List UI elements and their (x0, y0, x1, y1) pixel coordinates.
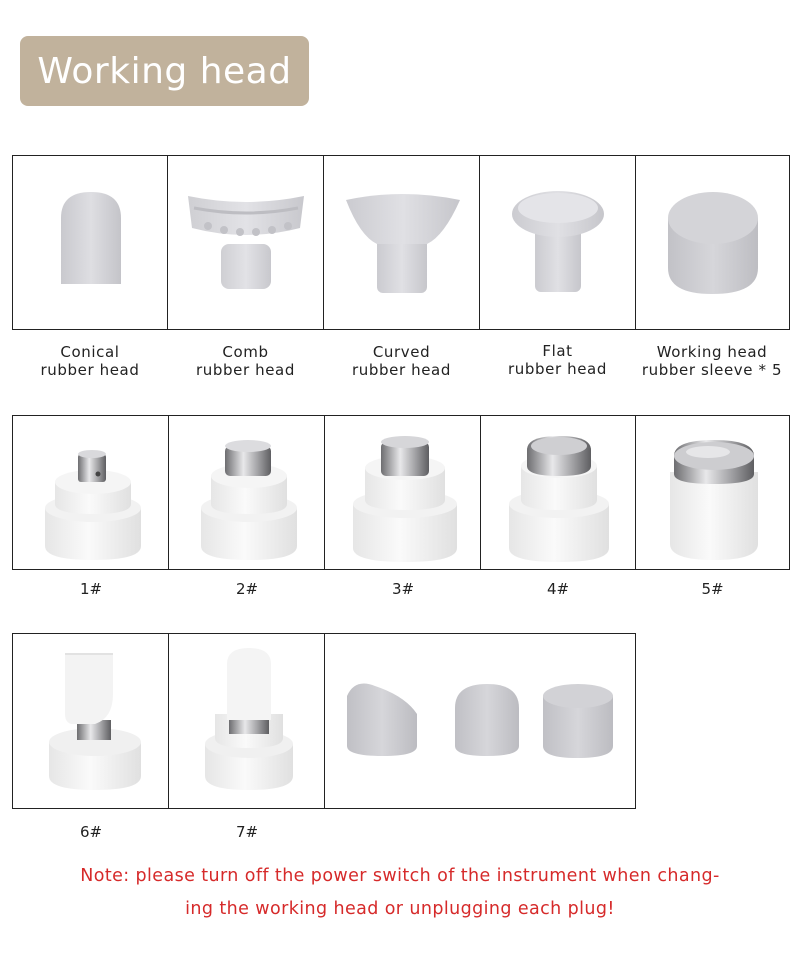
head-4-label: 4# (546, 580, 570, 598)
curved-rubber-head-cell (323, 155, 480, 330)
comb-rubber-head-cell (167, 155, 324, 330)
curved-rubber-head-icon (324, 156, 481, 331)
sleeve-set-cell (324, 633, 636, 809)
head-5-label: 5# (701, 580, 724, 598)
warning-note-line-1: Note: please turn off the power switch of the instrument when chang- (80, 866, 720, 886)
head-3-label: 3# (391, 580, 415, 598)
rubber-sleeve-cell (635, 155, 790, 330)
conical-rubber-head-label: Conical rubber head (40, 343, 140, 379)
head-1-label: 1# (79, 580, 103, 598)
conical-rubber-head-icon (13, 156, 169, 331)
rubber-sleeve-set-icon (325, 634, 637, 810)
warning-note (0, 860, 800, 926)
conical-rubber-head-cell (12, 155, 168, 330)
head-2-label: 2# (235, 580, 259, 598)
head-6-cell (12, 633, 170, 809)
rubber-sleeve-icon (636, 156, 791, 331)
flat-rubber-head-cell (479, 155, 636, 330)
head-4-cell (480, 415, 636, 570)
metal-head-4-icon (481, 416, 637, 571)
flat-rubber-head-label: Flat rubber head (508, 342, 607, 378)
curved-rubber-head-label: Curved rubber head (352, 343, 451, 379)
metal-head-2-icon (169, 416, 327, 571)
comb-rubber-head-label: Comb rubber head (196, 343, 295, 379)
head-5-cell (635, 415, 790, 570)
metal-head-3-icon (325, 416, 483, 571)
head-7-cell (168, 633, 326, 809)
warning-note-line-2: ing the working head or unplugging each plug! (185, 899, 615, 919)
head-2-cell (168, 415, 326, 570)
head-7-label: 7# (235, 823, 259, 841)
head-3-cell (324, 415, 482, 570)
comb-rubber-head-icon (168, 156, 325, 331)
page-title: Working head (20, 36, 309, 106)
flat-rubber-head-icon (480, 156, 637, 331)
metal-head-1-icon (13, 416, 171, 571)
metal-head-5-icon (636, 416, 791, 571)
head-6-label: 6# (79, 823, 103, 841)
head-1-cell (12, 415, 170, 570)
rubber-sleeve-label: Working head rubber sleeve * 5 (641, 343, 783, 379)
plastic-head-6-icon (13, 634, 171, 810)
plastic-head-7-icon (169, 634, 327, 810)
